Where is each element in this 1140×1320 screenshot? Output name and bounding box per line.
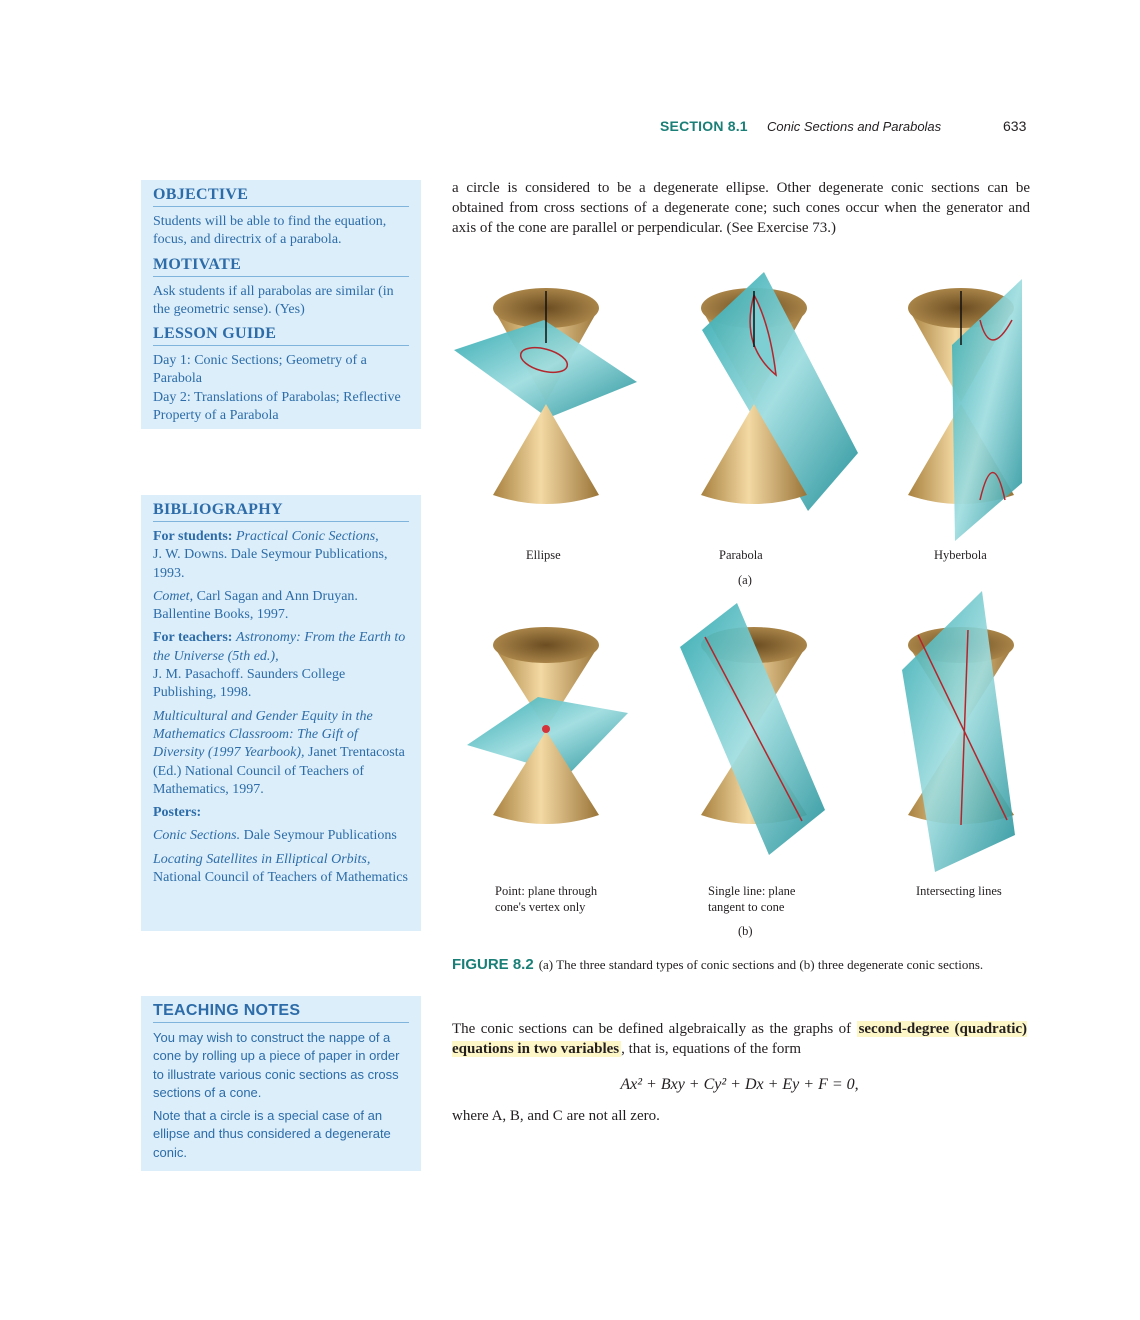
motivate-heading: MOTIVATE <box>153 256 409 277</box>
intersecting-lines-cone-diagram <box>902 591 1015 872</box>
bib-entry-students: For students: Practical Conic Sections, J. W. Downs. Dale Seymour Publications, 1993. <box>153 529 388 581</box>
coefficient-condition: where A, B, and C are not all zero. <box>452 1108 660 1124</box>
caption-hyperbola: Hyberbola <box>934 548 987 562</box>
teaching-note-2: Note that a circle is a special case of an ellipse and thus considered a degenerate conic. <box>153 1108 391 1160</box>
figure-caption-text: (a) The three standard types of conic sections and (b) three degenerate conic sections. <box>538 957 984 972</box>
parabola-cone-diagram <box>701 272 858 511</box>
page-header <box>0 118 1140 138</box>
bibliography-sidebox <box>141 495 421 931</box>
bib-entry-comet: Comet, Carl Sagan and Ann Druyan. Ballentine Books, 1997. <box>153 588 358 623</box>
posters-label: Posters: <box>153 805 202 821</box>
caption-single-line: Single line: plane tangent to cone <box>708 884 796 914</box>
motivate-text: Ask students if all parabolas are similar (in the geometric sense). (Yes) <box>153 283 394 317</box>
caption-intersecting-lines: Intersecting lines <box>916 884 1002 898</box>
intro-paragraph: a circle is considered to be a degenerate ellipse. Other degenerate conic sections can be obtained from cross sections of a degenerate cone; such cones occur when the generator and axis of the cone are parallel or perpendicular. (See Exercise 73.) <box>452 180 1030 236</box>
caption-parabola: Parabola <box>719 548 763 562</box>
definition-paragraph: The conic sections can be defined algebraically as the graphs of second-degree (quadratic) equations in two variables , that is, equations of the form <box>452 1021 1028 1057</box>
figure-caption <box>452 955 1032 975</box>
bibliography-body <box>153 528 409 887</box>
page-number: 633 <box>1003 118 1027 134</box>
objective-sidebox <box>141 180 421 429</box>
bib-entry-poster-2: Locating Satellites in Elliptical Orbits, National Council of Teachers of Mathematics <box>153 851 408 886</box>
objective-heading: OBJECTIVE <box>153 186 409 207</box>
teaching-notes-body <box>153 1029 409 1162</box>
hyperbola-cone-diagram <box>908 279 1022 541</box>
lesson-day-2: Day 2: Translations of Parabolas; Reflective Property of a Parabola <box>153 389 401 424</box>
bib-entry-multicultural: Multicultural and Gender Equity in the Mathematics Classroom: The Gift of Diversity (1997 Yearbook), Janet Trentacosta (Ed.) National Council of Teachers of Mathematics, 1997. <box>153 708 405 797</box>
caption-point: Point: plane through cone's vertex only <box>495 884 598 914</box>
figure-label: FIGURE 8.2 <box>452 956 534 973</box>
teaching-note-1: You may wish to construct the nappe of a cone by rolling up a piece of paper in order to illustrate various conic sections as cross sections of a cone. <box>153 1030 400 1100</box>
lesson-day-1: Day 1: Conic Sections; Geometry of a Parabola <box>153 353 367 387</box>
conic-sections-illustration <box>440 265 1040 945</box>
bib-entry-teachers: For teachers: Astronomy: From the Earth to the Universe (5th ed.), J. M. Pasachoff. Saunders College Publishing, 1998. <box>153 630 406 701</box>
figure-part-a-label: (a) <box>738 573 752 587</box>
key-term-highlight: second-degree (quadratic) equations in two variables <box>452 1021 1028 1057</box>
figure-part-b-label: (b) <box>738 924 753 938</box>
section-title: Conic Sections and Parabolas <box>767 119 942 134</box>
lesson-guide-heading: LESSON GUIDE <box>153 325 409 346</box>
bib-entry-poster-1: Conic Sections. Dale Seymour Publications <box>153 828 397 844</box>
lesson-guide-list <box>153 352 409 425</box>
single-line-cone-diagram <box>680 603 825 855</box>
objective-text: Students will be able to find the equation, focus, and directrix of a parabola. <box>153 214 387 248</box>
bibliography-heading: BIBLIOGRAPHY <box>153 501 409 522</box>
caption-ellipse: Ellipse <box>526 548 561 562</box>
section-number: SECTION 8.1 <box>660 118 748 134</box>
general-conic-equation: Ax² + Bxy + Cy² + Dx + Ey + F = 0, <box>620 1076 859 1093</box>
teaching-notes-heading: TEACHING NOTES <box>153 1002 409 1023</box>
ellipse-cone-diagram <box>454 288 637 504</box>
figure-8-2 <box>440 265 1040 945</box>
teaching-notes-sidebox <box>141 996 421 1171</box>
point-cone-diagram <box>467 627 628 824</box>
